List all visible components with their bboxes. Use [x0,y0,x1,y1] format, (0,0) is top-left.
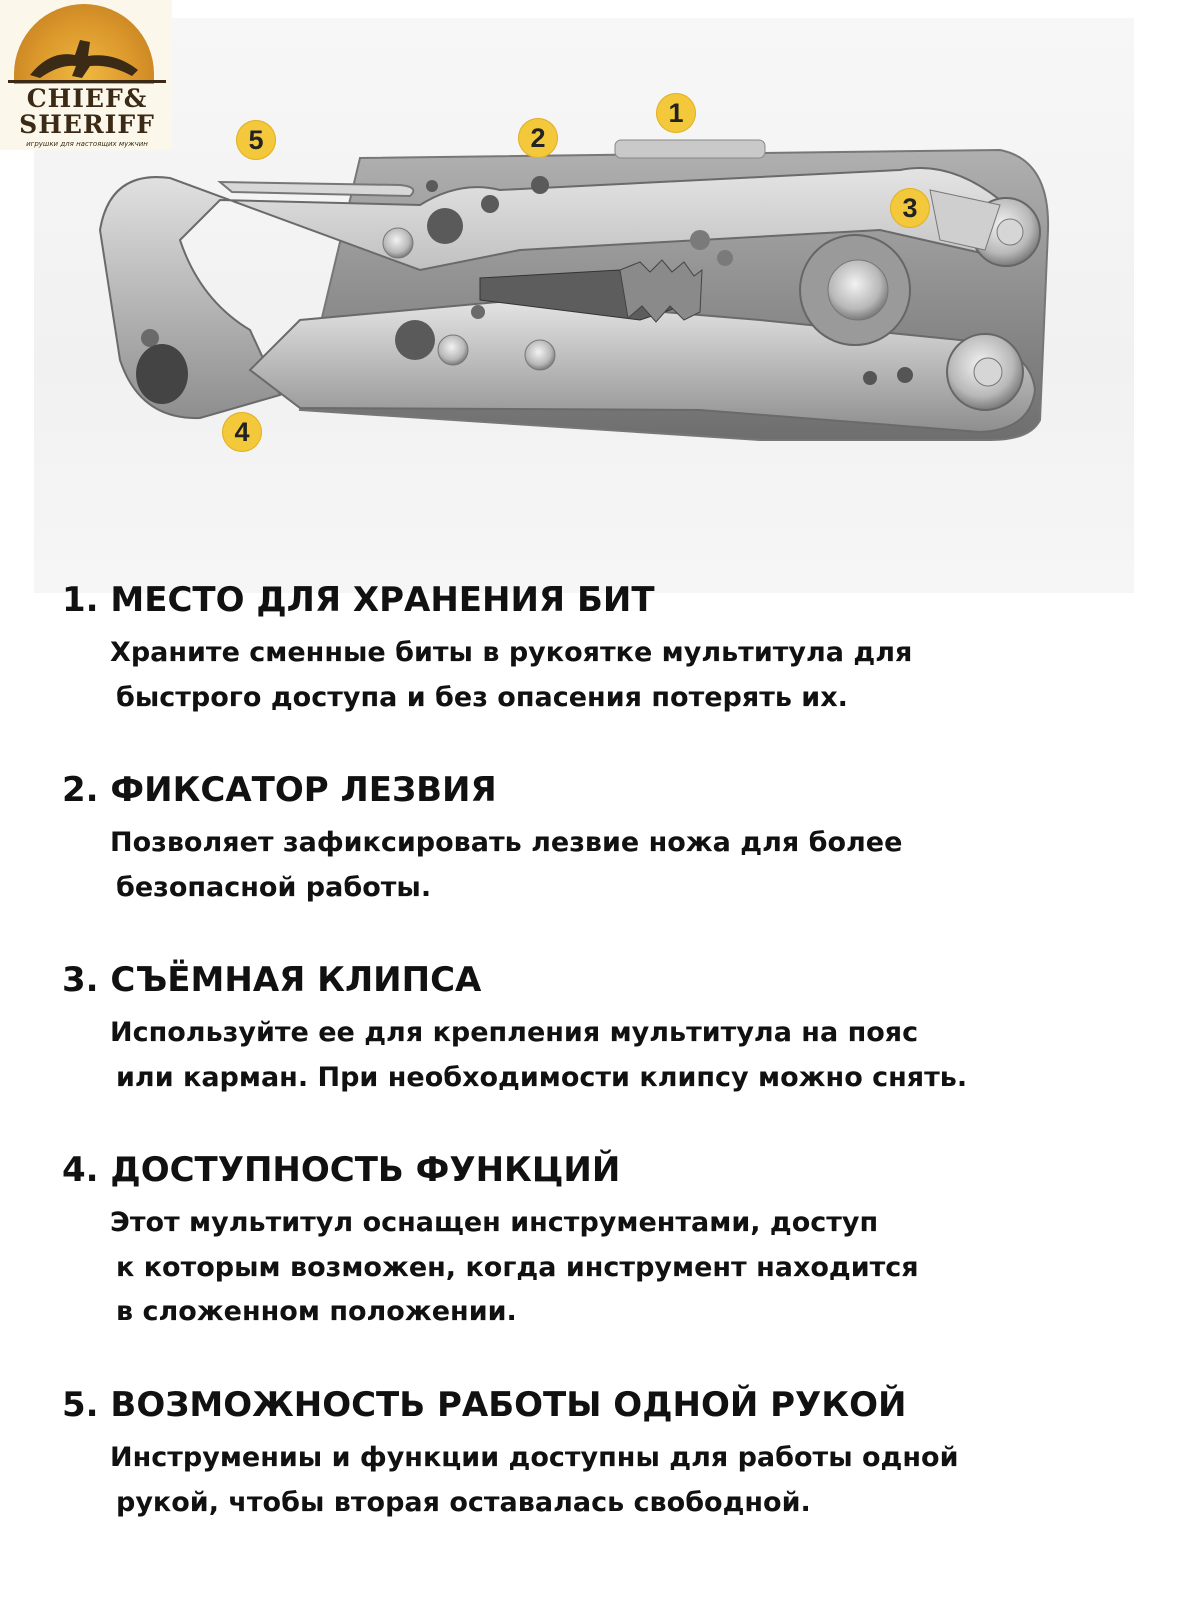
handle-hole [690,230,710,250]
callout-marker-5: 5 [236,120,276,160]
logo-line-1: CHIEF& [26,84,148,113]
lower-pivot-screw-head [974,358,1002,386]
jaw-teeth [620,260,702,322]
feature-title: 5. ВОЗМОЖНОСТЬ РАБОТЫ ОДНОЙ РУКОЙ [62,1385,907,1425]
logo-tagline: игрушки для настоящих мужчин [26,140,148,148]
feature-text-line: Этот мультитул оснащен инструментами, доступ [110,1207,879,1238]
horse-rider-icon [20,30,150,80]
callout-marker-2: 2 [518,118,558,158]
feature-text-line: безопасной работы. [116,872,432,903]
handle-hole [897,367,913,383]
handle-hole [471,305,485,319]
bit-storage-slot [615,140,765,158]
handle-hole [426,180,438,192]
wrench-cutout [136,344,188,404]
chief-and-sheriff-logo [0,0,172,150]
handle-hole [531,176,549,194]
logo-underline [8,80,166,83]
feature-title: 2. ФИКСАТОР ЛЕЗВИЯ [62,770,497,810]
upper-pivot-screw-head [997,219,1023,245]
rivet [438,335,468,365]
feature-text-line: или карман. При необходимости клипсу можно снять. [116,1062,968,1093]
handle-hole [395,320,435,360]
feature-text-line: Инструмениы и функции доступны для работы одной [110,1442,959,1473]
handle-hole [481,195,499,213]
callout-marker-3: 3 [890,188,930,228]
feature-title: 4. ДОСТУПНОСТЬ ФУНКЦИЙ [62,1150,621,1190]
feature-text-line: быстрого доступа и без опасения потерять их. [116,682,848,713]
feature-text-line: Храните сменные биты в рукоятке мультитула для [110,637,913,668]
handle-hole [863,371,877,385]
multitool-illustration [0,0,1200,600]
feature-title: 3. СЪЁМНАЯ КЛИПСА [62,960,482,1000]
feature-title: 1. МЕСТО ДЛЯ ХРАНЕНИЯ БИТ [62,580,655,620]
handle-hole [717,250,733,266]
main-pivot-center [828,260,888,320]
feature-text-line: Используйте ее для крепления мультитула на пояс [110,1017,919,1048]
feature-text-line: Позволяет зафиксировать лезвие ножа для более [110,827,903,858]
rivet [383,228,413,258]
feature-text-line: к которым возможен, когда инструмент находится [116,1252,919,1283]
handle-hole [141,329,159,347]
rivet [525,340,555,370]
callout-marker-4: 4 [222,412,262,452]
logo-line-2: SHERIFF [19,110,155,139]
callout-marker-1: 1 [656,93,696,133]
feature-text-line: в сложенном положении. [116,1296,517,1327]
handle-hole [427,208,463,244]
carabiner-gate [220,182,413,196]
feature-text-line: рукой, чтобы вторая оставалась свободной. [116,1487,811,1518]
